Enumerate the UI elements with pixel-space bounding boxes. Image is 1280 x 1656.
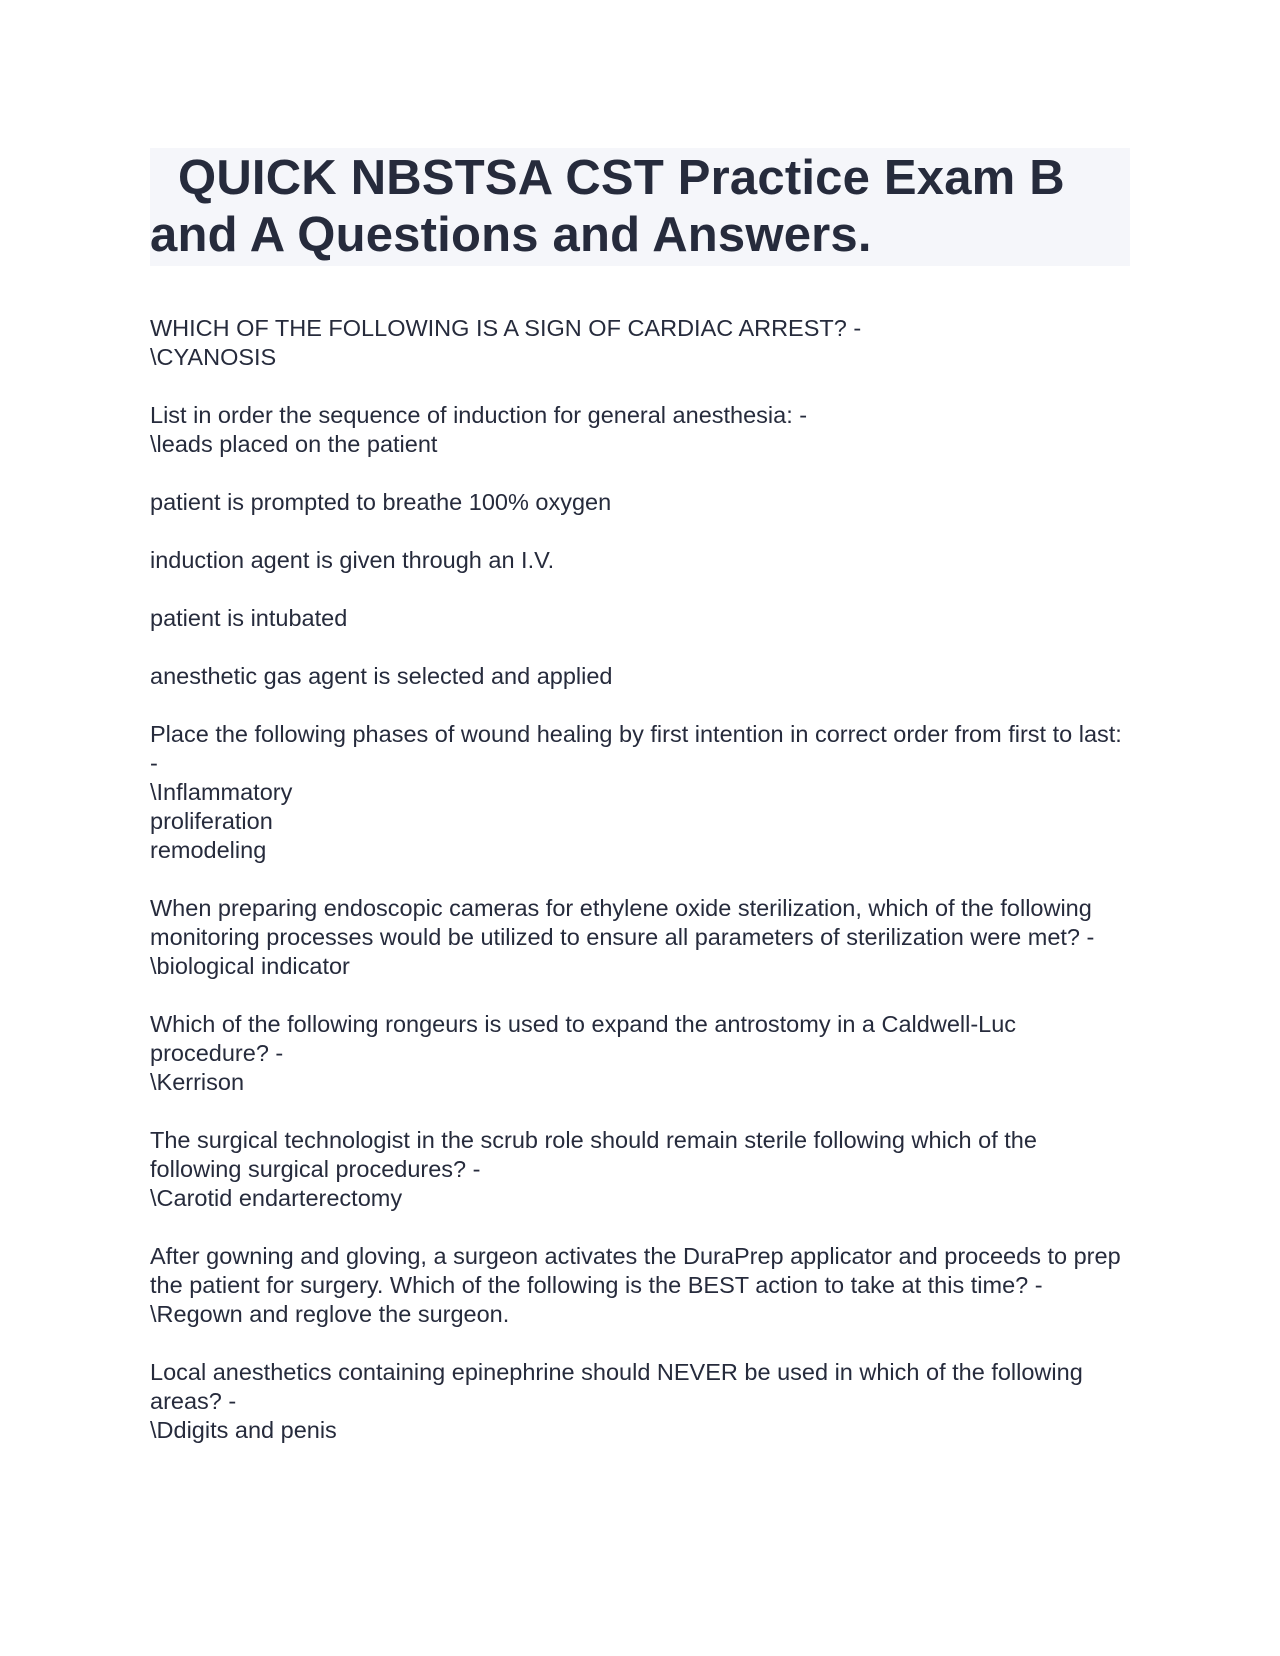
qa-item xyxy=(150,1126,1130,1213)
qa-item xyxy=(150,720,1130,865)
qa-item xyxy=(150,1358,1130,1445)
question-text: Place the following phases of wound healing by first intention in correct order from first to last: - xyxy=(150,721,1129,776)
answer-text: \leads placed on the patient xyxy=(150,431,438,457)
answer-text: \Ddigits and penis xyxy=(150,1417,337,1443)
answer-text: \biological indicator xyxy=(150,953,350,979)
question-text: After gowning and gloving, a surgeon activates the DuraPrep applicator and proceeds to prep the patient for surgery. Which of the following is the BEST action to take at this time? - xyxy=(150,1243,1128,1298)
qa-item xyxy=(150,314,1130,372)
question-text: Local anesthetics containing epinephrine should NEVER be used in which of the following areas? - xyxy=(150,1359,1090,1414)
qa-list xyxy=(150,314,1130,1445)
answer-text: \Regown and reglove the surgeon. xyxy=(150,1301,510,1327)
question-text: patient is prompted to breathe 100% oxygen xyxy=(150,489,612,515)
qa-item xyxy=(150,604,1130,633)
answer-text: proliferation xyxy=(150,808,273,834)
answer-text: \CYANOSIS xyxy=(150,344,277,370)
qa-item xyxy=(150,1010,1130,1097)
qa-item xyxy=(150,401,1130,459)
title-banner xyxy=(150,148,1130,266)
qa-item xyxy=(150,546,1130,575)
document-title: QUICK NBSTSA CST Practice Exam B and A Questions and Answers. xyxy=(150,151,1065,262)
qa-item xyxy=(150,1242,1130,1329)
question-text: patient is intubated xyxy=(150,605,348,631)
document-page xyxy=(150,148,1130,1474)
answer-text: \Carotid endarterectomy xyxy=(150,1185,403,1211)
question-text: Which of the following rongeurs is used to expand the antrostomy in a Caldwell-Luc procedure? - xyxy=(150,1011,1023,1066)
qa-item xyxy=(150,894,1130,981)
question-text: When preparing endoscopic cameras for ethylene oxide sterilization, which of the following monitoring processes would be utilized to ensure all parameters of sterilization were met? - xyxy=(150,895,1099,950)
qa-item xyxy=(150,488,1130,517)
question-text: induction agent is given through an I.V. xyxy=(150,547,555,573)
answer-text: remodeling xyxy=(150,837,267,863)
question-text: WHICH OF THE FOLLOWING IS A SIGN OF CARDIAC ARREST? - xyxy=(150,315,862,341)
question-text: The surgical technologist in the scrub role should remain sterile following which of the following surgical procedures? - xyxy=(150,1127,1044,1182)
qa-item xyxy=(150,662,1130,691)
question-text: anesthetic gas agent is selected and applied xyxy=(150,663,613,689)
question-text: List in order the sequence of induction for general anesthesia: - xyxy=(150,402,808,428)
answer-text: \Inflammatory xyxy=(150,779,293,805)
answer-text: \Kerrison xyxy=(150,1069,245,1095)
